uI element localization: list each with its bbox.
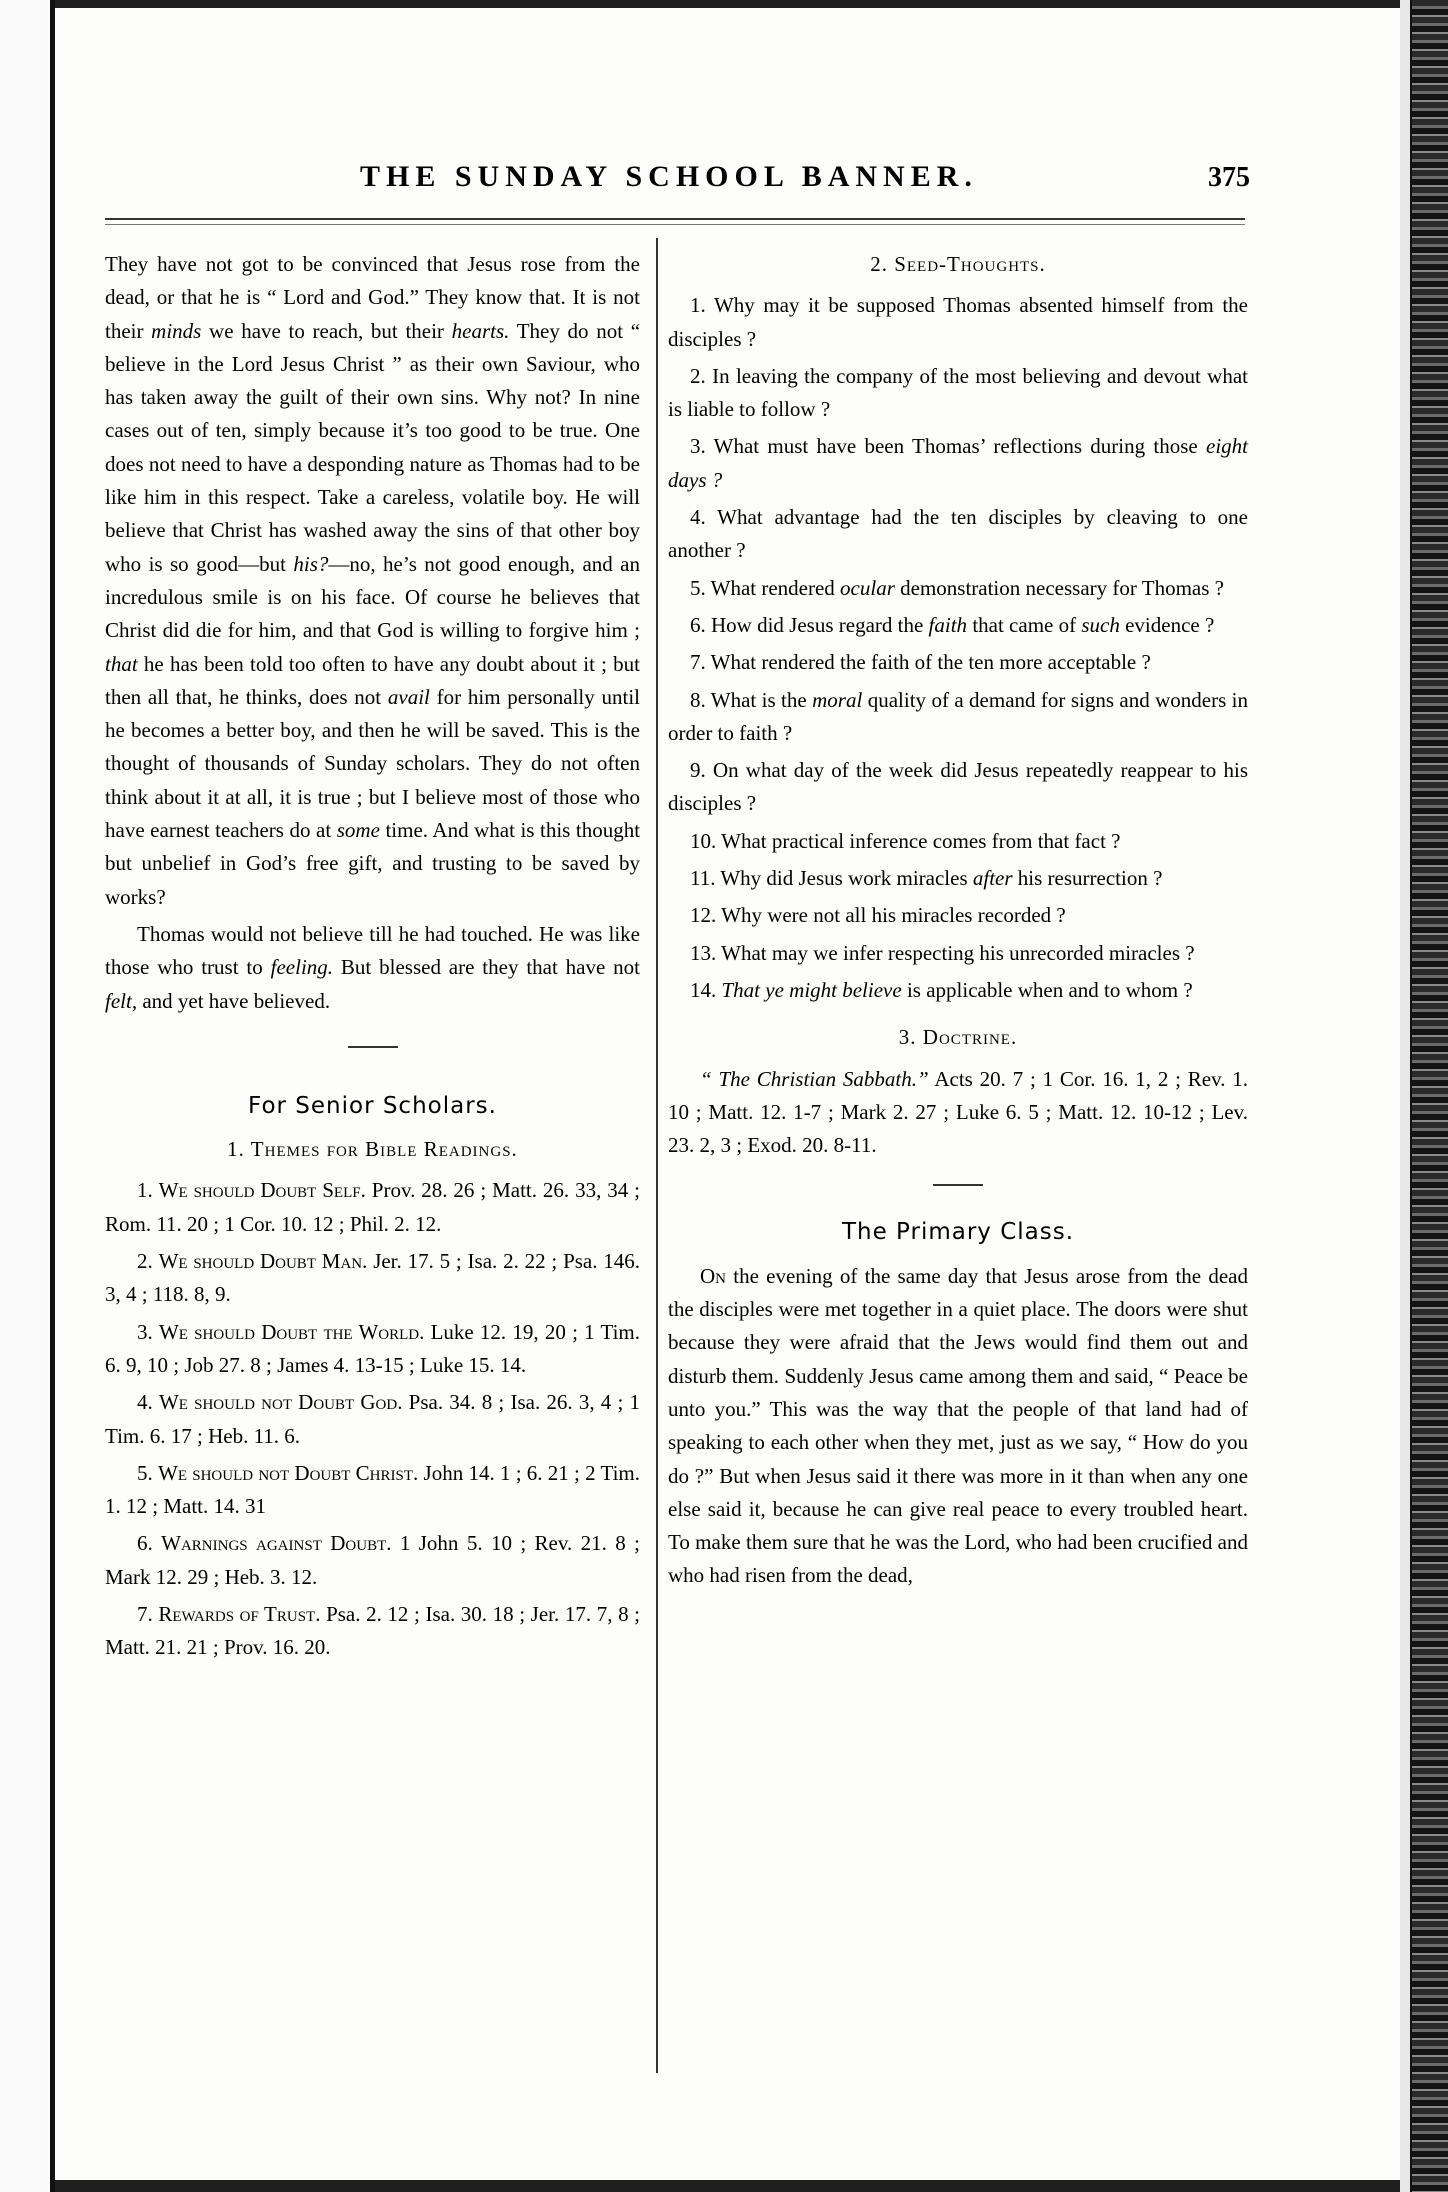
left-column: [105, 248, 640, 1669]
theme-item: 2. We should Doubt Man. Jer. 17. 5 ; Isa. 2. 22 ; Psa. 146. 3, 4 ; 118. 8, 9.: [105, 1249, 641, 1307]
column-divider: [656, 238, 658, 2073]
header-rule: [105, 218, 1245, 220]
theme-item: 6. Warnings against Doubt. 1 John 5. 10 ; Rev. 21. 8 ; Mark 12. 29 ; Heb. 3. 12.: [105, 1531, 641, 1589]
theme-item: 5. We should not Doubt Christ. John 14. 1 ; 6. 21 ; 2 Tim. 1. 12 ; Matt. 14. 31: [105, 1460, 641, 1519]
question-item: 14. That ye might believe is applicable when and to whom ?: [690, 977, 1193, 1002]
question-item: 5. What rendered ocular demonstration necessary for Thomas ?: [690, 575, 1224, 600]
journal-title: THE SUNDAY SCHOOL BANNER.: [360, 160, 978, 193]
question-item: 12. Why were not all his miracles recorded ?: [690, 903, 1066, 928]
theme-item: 7. Rewards of Trust. Psa. 2. 12 ; Isa. 30. 18 ; Jer. 17. 7, 8 ; Matt. 21. 21 ; Prov. 16. 20.: [105, 1601, 640, 1660]
book-edge-right: [1400, 0, 1448, 2192]
page-number: 375: [1208, 162, 1250, 193]
header-rule-thin: [105, 224, 1245, 225]
question-item: 4. What advantage had the ten disciples by cleaving to one another ?: [668, 505, 1248, 563]
question-item: 2. In leaving the company of the most believing and devout what is liable to follow ?: [668, 363, 1248, 422]
left-page-edge: [0, 0, 55, 2192]
question-item: 1. Why may it be supposed Thomas absented himself from the disciples ?: [668, 293, 1248, 351]
question-item: 6. How did Jesus regard the faith that came of such evidence ?: [690, 612, 1215, 637]
themes-heading: 1. Themes for Bible Readings.: [227, 1137, 518, 1162]
question-item: 11. Why did Jesus work miracles after his resurrection ?: [690, 866, 1163, 891]
question-item: 9. On what day of the week did Jesus repeatedly reappear to his disciples ?: [668, 758, 1248, 816]
doctrine-heading: 3. Doctrine.: [898, 1025, 1018, 1050]
section-rule: [933, 1184, 983, 1186]
question-item: 8. What is the moral quality of a demand for signs and wonders in order to faith ?: [668, 687, 1249, 745]
question-item: 7. What rendered the faith of the ten more acceptable ?: [690, 650, 1151, 675]
primary-class-heading: The Primary Class.: [841, 1219, 1075, 1246]
senior-scholars-heading: For Senior Scholars.: [248, 1092, 497, 1119]
theme-item: 1. We should Doubt Self. Prov. 28. 26 ; Matt. 26. 33, 34 ; Rom. 11. 20 ; 1 Cor. 10. 12 ; Phil. 2. 12.: [105, 1178, 641, 1236]
right-column: [668, 248, 1248, 1597]
question-item: 3. What must have been Thomas’ reflections during those eight days ?: [668, 434, 1248, 492]
thomas-paragraph: Thomas would not believe till he had touched. He was like those who trust to feeling. But blessed are they that have not felt, and yet have believed.: [105, 921, 641, 1013]
theme-item: 4. We should not Doubt God. Psa. 34. 8 ; Isa. 26. 3, 4 ; 1 Tim. 6. 17 ; Heb. 11. 6.: [105, 1390, 641, 1448]
theme-item: 3. We should Doubt the World. Luke 12. 19, 20 ; 1 Tim. 6. 9, 10 ; Job 27. 8 ; James 4. 13-15 ; Luke 15. 14.: [105, 1319, 640, 1377]
question-item: 13. What may we infer respecting his unrecorded miracles ?: [690, 940, 1195, 965]
primary-paragraph: On the evening of the same day that Jesus arose from the dead the disciples were met together in a quiet place. The doors were shut because they were afraid that the Jews would find them out and disturb them. Suddenly Jesus came among them and said, “ Peace be unto you.” This was the way that the people of that land had of speaking to each other when they met, just as we say, “ How do you do ?” But when Jesus said it there was more in it than when any one else said it, because he can give real peace to every troubled heart. To make them sure that he was the Lord, who had been crucified and who had risen from the dead,: [668, 1263, 1248, 1588]
intro-paragraph: They have not got to be convinced that Jesus rose from the dead, or that he is “ Lord and God.” They know that. It is not their minds we have to reach, but their hearts. They do not “ believe in the Lord Jesus Christ ” as their own Saviour, who has taken away the guilt of their own sins. Why not? In nine cases out of ten, simply because it’s too good to be true. One does not need to have a desponding nature as Thomas had to be like him in this respect. Take a careless, volatile boy. He will believe that Christ has washed away the sins of that other boy who is so good—but his?—no, he’s not good enough, and an incredulous smile is on his face. Of course he believes that Christ did die for him, and that God is willing to forgive him ; that he has been told too often to have any doubt about it ; but then all that, he thinks, does not avail for him personally until he becomes a better boy, and then he will be saved. This is the thought of thousands of Sunday scholars. They do not often think about it at all, it is true ; but I believe most of those who have earnest teachers do at some time. And what is this thought but unbelief in God’s free gift, and trusting to be saved by works?: [105, 252, 641, 909]
running-header: [300, 160, 1250, 194]
question-item: 10. What practical inference comes from that fact ?: [690, 828, 1121, 853]
section-rule: [348, 1046, 398, 1048]
doctrine-paragraph: “ The Christian Sabbath.” Acts 20. 7 ; 1 Cor. 16. 1, 2 ; Rev. 1. 10 ; Matt. 12. 1-7 ; Mark 2. 27 ; Luke 6. 5 ; Matt. 12. 10-12 ; Lev. 23. 2, 3 ; Exod. 20. 8-11.: [668, 1066, 1249, 1158]
seed-thoughts-heading: 2. Seed-Thoughts.: [870, 252, 1046, 276]
